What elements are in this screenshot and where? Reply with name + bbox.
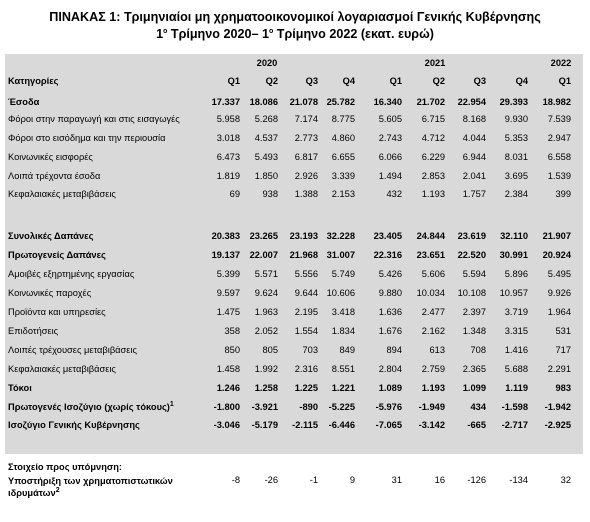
table-cell: 2.477 xyxy=(421,307,445,317)
memo-cell: -126 xyxy=(467,475,486,485)
table-row xyxy=(5,152,583,164)
table-cell: 30.991 xyxy=(499,250,528,260)
table-cell: 849 xyxy=(339,345,355,355)
table-cell: 4.537 xyxy=(254,133,278,143)
table-title-line1: ΠΙΝΑΚΑΣ 1: Τριμηνιαίοι μη χρηματοοικονομικοί λογαριασμοί Γενικής Κυβέρνησης xyxy=(49,10,541,24)
table-cell: 10.034 xyxy=(416,288,445,298)
table-cell: -2.115 xyxy=(292,420,318,430)
quarter-header: Q3 xyxy=(473,76,486,86)
table-cell: -890 xyxy=(299,402,318,412)
table-cell: 5.399 xyxy=(216,269,240,279)
table-cell: 22.007 xyxy=(249,250,278,260)
table-cell: 9.930 xyxy=(504,114,528,124)
table-cell: 5.426 xyxy=(378,269,402,279)
table-cell: -2.717 xyxy=(501,420,528,430)
table-cell: 3.339 xyxy=(331,171,355,181)
table-cell: 2.947 xyxy=(547,133,571,143)
table-cell: 3.018 xyxy=(216,133,240,143)
table-row xyxy=(5,250,583,262)
table-cell: 1.246 xyxy=(216,383,240,393)
row-label-text: Ισοζύγιο Γενικής Κυβέρνησης xyxy=(8,420,140,430)
table-cell: 24.844 xyxy=(416,231,445,241)
table-cell: 69 xyxy=(229,189,240,199)
table-cell: 8.775 xyxy=(331,114,355,124)
memo-cell: -8 xyxy=(231,475,240,485)
row-label xyxy=(8,250,106,260)
table-cell: 10.957 xyxy=(499,288,528,298)
table-cell: 703 xyxy=(302,345,318,355)
table-cell: 1.099 xyxy=(462,383,486,393)
table-cell: -665 xyxy=(467,420,486,430)
table-cell: 9.624 xyxy=(254,288,278,298)
table-cell: 1.089 xyxy=(378,383,402,393)
quarter-header: Q1 xyxy=(227,76,240,86)
row-label xyxy=(8,307,106,317)
table-cell: 432 xyxy=(386,189,402,199)
table-cell: 3.315 xyxy=(504,326,528,336)
table-cell: 1.475 xyxy=(216,307,240,317)
table-cell: 32.110 xyxy=(500,231,528,241)
table-cell: 2.397 xyxy=(462,307,486,317)
quarter-header-row xyxy=(5,76,583,88)
row-label-text: Τόκοι xyxy=(8,383,32,393)
table-cell: 2.153 xyxy=(331,189,355,199)
year-header: 2022 xyxy=(550,58,572,68)
table-cell: 5.896 xyxy=(504,269,528,279)
row-label-text: Προϊόντα και υπηρεσίες xyxy=(8,307,106,317)
table-cell: 2.291 xyxy=(547,364,571,374)
table-cell: 21.907 xyxy=(542,231,571,241)
table-cell: 5.605 xyxy=(378,114,402,124)
table-cell: 9.880 xyxy=(378,288,402,298)
row-label xyxy=(8,231,93,241)
year-header-row xyxy=(5,58,583,70)
table-cell: 6.473 xyxy=(216,152,240,162)
table-cell: 938 xyxy=(262,189,278,199)
row-label xyxy=(8,269,134,279)
row-label-text: Φόροι στην παραγωγή και στις εισαγωγές xyxy=(8,114,180,124)
table-cell: -1.800 xyxy=(213,402,240,412)
table-row xyxy=(5,364,583,376)
table-cell: 5.556 xyxy=(294,269,318,279)
table-cell: 25.782 xyxy=(326,97,355,107)
table-cell: 717 xyxy=(555,345,571,355)
row-label xyxy=(8,189,116,199)
table-cell: 3.418 xyxy=(331,307,355,317)
table-cell: 5.353 xyxy=(504,133,528,143)
row-label xyxy=(8,364,116,374)
table-cell: 6.655 xyxy=(331,152,355,162)
table-cell: 5.688 xyxy=(504,364,528,374)
memo-cell: -134 xyxy=(509,475,528,485)
table-cell: 1.964 xyxy=(547,307,571,317)
table-cell: 10.606 xyxy=(326,288,355,298)
table-cell: 21.968 xyxy=(289,250,318,260)
quarter-header: Q4 xyxy=(342,76,355,86)
table-cell: 8.551 xyxy=(331,364,355,374)
table-row xyxy=(5,420,583,432)
table-cell: 22.520 xyxy=(457,250,486,260)
memo-cell: 32 xyxy=(560,475,571,485)
table-cell: 1.388 xyxy=(294,189,318,199)
table-cell: 5.749 xyxy=(331,269,355,279)
table-cell: 1.539 xyxy=(547,171,571,181)
table-cell: 9.597 xyxy=(216,288,240,298)
table-cell: 3.695 xyxy=(504,171,528,181)
row-label-text: Κεφαλαιακές μεταβιβάσεις xyxy=(8,189,116,199)
table-cell: 1.258 xyxy=(254,383,278,393)
footnote-marker: 1 xyxy=(169,400,174,408)
table-cell: -3.142 xyxy=(418,420,445,430)
table-cell: -5.179 xyxy=(251,420,278,430)
category-header: Κατηγορίες xyxy=(8,76,59,86)
table-cell: 1.225 xyxy=(294,383,318,393)
quarter-header: Q4 xyxy=(515,76,528,86)
table-cell: 2.384 xyxy=(504,189,528,199)
table-cell: -3.046 xyxy=(213,420,240,430)
table-cell: 1.193 xyxy=(421,383,445,393)
table-cell: 5.493 xyxy=(254,152,278,162)
table-cell: 1.193 xyxy=(421,189,445,199)
table-cell: 2.926 xyxy=(294,171,318,181)
table-cell: 18.982 xyxy=(542,97,571,107)
table-cell: 7.174 xyxy=(294,114,318,124)
table-cell: 18.086 xyxy=(249,97,278,107)
table-row xyxy=(5,114,583,126)
table-cell: 21.078 xyxy=(289,97,318,107)
row-label xyxy=(8,97,39,107)
table-cell: 2.052 xyxy=(254,326,278,336)
table-cell: 8.031 xyxy=(504,152,528,162)
row-label xyxy=(8,326,58,336)
table-cell: 983 xyxy=(555,383,571,393)
row-label-text: Αμοιβές εξηρτημένης εργασίας xyxy=(8,269,135,279)
row-label xyxy=(8,152,93,162)
table-cell: 2.743 xyxy=(378,133,402,143)
table-cell: 894 xyxy=(386,345,402,355)
row-label-text: Κοινωνικές εισφορές xyxy=(8,152,93,162)
table-row xyxy=(5,133,583,145)
year-header: 2021 xyxy=(424,58,446,68)
row-label xyxy=(8,114,180,124)
table-cell: 32.228 xyxy=(326,231,355,241)
table-cell: 16.340 xyxy=(373,97,402,107)
table-cell: -7.065 xyxy=(375,420,402,430)
table-cell: 1.348 xyxy=(462,326,486,336)
table-cell: 23.405 xyxy=(373,231,402,241)
table-row xyxy=(5,345,583,357)
table-cell: 5.606 xyxy=(421,269,445,279)
table-cell: 23.651 xyxy=(416,250,445,260)
table-cell: 9.644 xyxy=(294,288,318,298)
table-cell: 5.495 xyxy=(547,269,571,279)
table-cell: 29.393 xyxy=(499,97,528,107)
table-row xyxy=(5,189,583,201)
table-cell: 2.853 xyxy=(421,171,445,181)
table-cell: 7.539 xyxy=(547,114,571,124)
table-cell: 5.958 xyxy=(216,114,240,124)
quarter-header: Q1 xyxy=(389,76,402,86)
table-cell: 2.759 xyxy=(421,364,445,374)
table-cell: 17.337 xyxy=(211,97,240,107)
table-row xyxy=(5,383,583,395)
row-label-text: Έσοδα xyxy=(8,97,40,107)
table-cell: 2.804 xyxy=(378,364,402,374)
table-cell: -2.925 xyxy=(544,420,571,430)
row-label xyxy=(8,383,32,393)
table-cell: 1.494 xyxy=(378,171,402,181)
table-cell: 6.715 xyxy=(421,114,445,124)
row-label xyxy=(8,171,100,181)
quarter-header: Q3 xyxy=(305,76,318,86)
memo-cell: -26 xyxy=(264,475,278,485)
memo-cell: 16 xyxy=(434,475,445,485)
quarter-header: Q2 xyxy=(432,76,445,86)
table-cell: 20.383 xyxy=(211,231,240,241)
row-label-text: Πρωτογενές Ισοζύγιο (χωρίς τόκους) xyxy=(8,402,170,412)
table-row xyxy=(5,326,583,338)
table-cell: 6.558 xyxy=(547,152,571,162)
table-cell: 22.954 xyxy=(457,97,486,107)
table-cell: 6.944 xyxy=(462,152,486,162)
table-row xyxy=(5,307,583,319)
table-cell: 31.007 xyxy=(326,250,355,260)
memo-cell: 9 xyxy=(349,475,355,485)
row-label-text: Κοινωνικές παροχές xyxy=(8,288,92,298)
table-cell: 3.719 xyxy=(504,307,528,317)
table-cell: 1.636 xyxy=(378,307,402,317)
table-cell: 613 xyxy=(429,345,445,355)
table-cell: 6.229 xyxy=(421,152,445,162)
table-cell: 434 xyxy=(470,402,486,412)
table-cell: 20.924 xyxy=(542,250,571,260)
table-cell: 5.268 xyxy=(254,114,278,124)
table-cell: 23.619 xyxy=(457,231,486,241)
table-cell: 4.860 xyxy=(331,133,355,143)
row-label xyxy=(8,402,174,412)
memo-heading: Στοιχείο προς υπόμνηση: xyxy=(8,462,123,472)
table-cell: 4.044 xyxy=(462,133,486,143)
row-label xyxy=(8,133,165,143)
table-row xyxy=(5,231,583,243)
table-cell: 2.195 xyxy=(294,307,318,317)
table-cell: 1.963 xyxy=(254,307,278,317)
table-cell: 1.834 xyxy=(331,326,355,336)
table-cell: 1.676 xyxy=(378,326,402,336)
table-cell: -1.949 xyxy=(418,402,445,412)
quarter-header: Q2 xyxy=(265,76,278,86)
table-cell: 531 xyxy=(555,326,571,336)
table-title xyxy=(0,10,590,25)
table-cell: 23.265 xyxy=(249,231,278,241)
table-cell: 1.416 xyxy=(504,345,528,355)
table-row xyxy=(5,171,583,183)
row-label-text: Λοιπές τρέχουσες μεταβιβάσεις xyxy=(8,345,137,355)
table-cell: -5.225 xyxy=(328,402,355,412)
table-subtitle: $1^o$ Τρίμηνο 2020– $1^o$ Τρίμηνο 2022 (εκατ. ευρώ) xyxy=(156,27,434,41)
table-cell: 6.817 xyxy=(294,152,318,162)
table-cell: -1.598 xyxy=(501,402,528,412)
table-cell: 1.221 xyxy=(331,383,355,393)
row-label xyxy=(8,288,91,298)
table-cell: 9.926 xyxy=(547,288,571,298)
table-cell: 21.702 xyxy=(416,97,445,107)
table-cell: 6.066 xyxy=(378,152,402,162)
table-row xyxy=(5,97,583,109)
table-cell: 1.458 xyxy=(216,364,240,374)
table-row xyxy=(5,402,583,414)
table-cell: 4.712 xyxy=(421,133,445,143)
table-cell: 2.316 xyxy=(294,364,318,374)
table-cell: 1.119 xyxy=(505,383,528,393)
table-cell: 805 xyxy=(262,345,278,355)
table-cell: 2.041 xyxy=(462,171,486,181)
year-header: 2020 xyxy=(256,58,278,68)
row-label xyxy=(8,345,137,355)
table-cell: 5.571 xyxy=(254,269,278,279)
row-label-text: Πρωτογενείς Δαπάνες xyxy=(8,250,106,260)
table-cell: 708 xyxy=(470,345,486,355)
row-label xyxy=(8,420,140,430)
table-row xyxy=(5,288,583,300)
memo-cell: 31 xyxy=(391,475,402,485)
row-label-text: Φόροι στο εισόδημα και την περιουσία xyxy=(8,133,166,143)
table-cell: 1.554 xyxy=(294,326,318,336)
table-cell: 1.850 xyxy=(254,171,278,181)
table-cell: 358 xyxy=(224,326,240,336)
table-cell: 5.594 xyxy=(462,269,486,279)
table-cell: 19.137 xyxy=(211,250,240,260)
row-label-text: Επιδοτήσεις xyxy=(8,326,59,336)
table-cell: 1.757 xyxy=(462,189,486,199)
row-label-text: Λοιπά τρέχοντα έσοδα xyxy=(8,171,101,181)
row-label-text: Κεφαλαιακές μεταβιβάσεις xyxy=(8,364,116,374)
table-row xyxy=(5,269,583,281)
table-cell: -6.446 xyxy=(328,420,355,430)
table-cell: 2.365 xyxy=(462,364,486,374)
table-cell: 399 xyxy=(555,189,571,199)
table-cell: 1.819 xyxy=(216,171,240,181)
table-cell: 8.168 xyxy=(462,114,486,124)
table-cell: -1.942 xyxy=(544,402,571,412)
table-cell: 1.992 xyxy=(254,364,278,374)
table-cell: -3.921 xyxy=(251,402,278,412)
quarter-header: Q1 xyxy=(558,76,571,86)
row-label-text: Συνολικές Δαπάνες xyxy=(8,231,94,241)
table-cell: 2.162 xyxy=(421,326,445,336)
table-cell: 23.193 xyxy=(289,231,318,241)
table-cell: 10.108 xyxy=(457,288,486,298)
table-cell: -5.976 xyxy=(375,402,402,412)
table-cell: 850 xyxy=(224,345,240,355)
table-cell: 2.773 xyxy=(294,133,318,143)
memo-cell: -1 xyxy=(309,475,318,485)
memo-label: Υποστήριξη των χρηματοπιστωτικών ιδρυμάτων$^2$ xyxy=(8,476,173,498)
table-cell: 22.316 xyxy=(373,250,402,260)
